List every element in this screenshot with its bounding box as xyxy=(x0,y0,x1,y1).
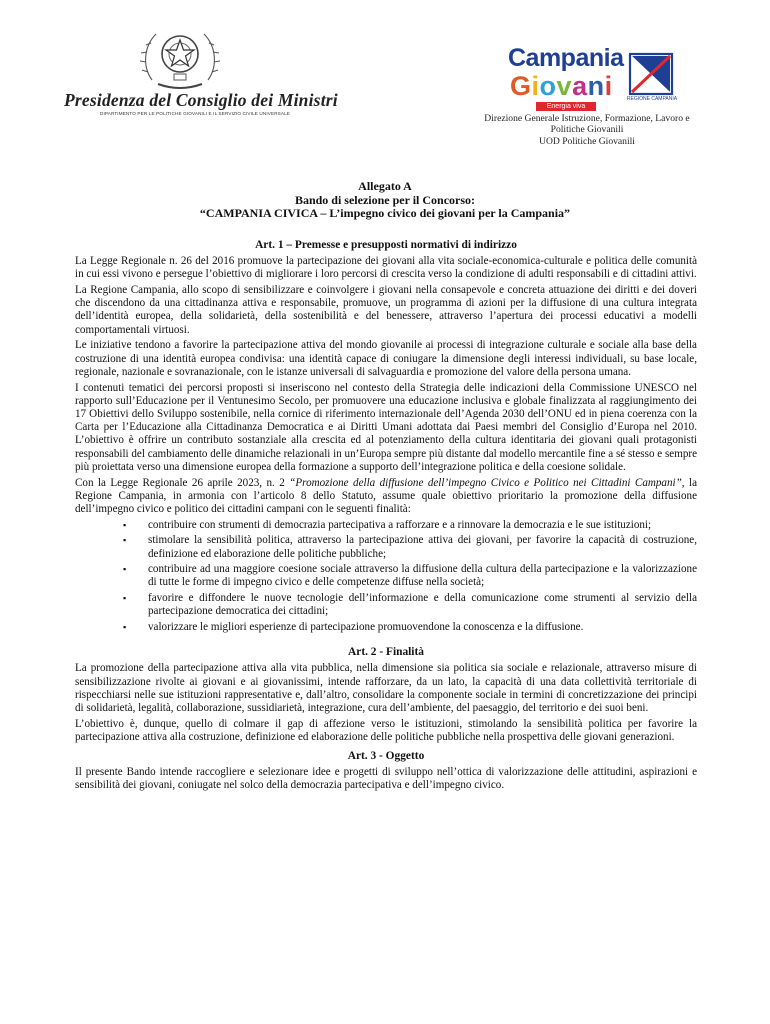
italian-republic-emblem-icon xyxy=(138,18,222,98)
document-body xyxy=(75,234,697,795)
bullet-icon: ▪ xyxy=(123,519,127,530)
list-item: ▪ valorizzare le migliori esperienze di partecipazione promuovendone la conoscenza e la diffusione. xyxy=(123,620,584,633)
title-line-allegato: Allegato A xyxy=(358,179,412,193)
campania-giovani-logo xyxy=(508,44,624,110)
art1-paragraph-1: La Legge Regionale n. 26 del 2016 promuove la partecipazione dei giovani alla vita sociale-economica-culturale e politica delle comunità in cui essi vivono e persegue l’obiettivo di migliorare i loro percorsi di crescita verso la condizione di adulti responsabili e di cittadini attivi. xyxy=(75,255,697,281)
art1-paragraph-2: La Regione Campania, allo scopo di sensibilizzare e coinvolgere i giovani nella consapevole e concreta attuazione dei diritti e dei doveri che discendono da una cittadinanza attiva e responsabile, promuove, un programma di azioni per la diffusione di una cultura integrata dell’identità europea, della solidarietà, della sostenibilità e del benessere, attraverso l’apertura dei processi educativi a modelli comportamentali virtuosi. xyxy=(75,284,697,336)
presidency-title: Presidenza del Consiglio dei Ministri xyxy=(64,90,338,110)
bullet-icon: ▪ xyxy=(123,593,127,604)
art3-heading: Art. 3 - Oggetto xyxy=(347,750,425,763)
art1-paragraph-4: I contenuti tematici dei percorsi proposti si inseriscono nel contesto della Strategia delle indicazioni della Commissione UNESCO nel rapporto sull’Educazione per il Ventunesimo Secolo, per promuovere una educazione inclusiva e globale finalizzata al raggiungimento dei 17 Obiettivi dello Sviluppo sostenibile, nella cornice di riferimento internazionale dell’Agenda 2030 dell’ONU ed in piena coerenza con la Carta per l’Educazione alla Cittadinanza Democratica e ai Diritti Umani adottata dai Paesi membri del Consiglio d’Europa nel 2010. L’obiettivo è offrire un contributo sostanziale alla crescita ed al potenziamento della cultura identitaria dei giovani quali protagonisti responsabili del cambiamento delle dinamiche relazionali in un’Europa sempre più distante dal modello mercantile fine a sé stesso e sempre più proiettata verso una dimensione europea della formazione a supporto dell’integrazione politica e della coesione solidale. xyxy=(75,381,697,473)
list-item: ▪ contribuire con strumenti di democrazia partecipativa a rafforzare e a rinnovare la democrazia e le sue istituzioni; xyxy=(123,518,652,531)
direzione-line: Politiche Giovanili xyxy=(550,124,624,136)
title-line-bando: Bando di selezione per il Concorso: xyxy=(294,192,476,207)
list-item: ▪ contribuire ad una maggiore coesione sociale attraverso la diffusione della cultura della partecipazione e la valorizzazione di tutte le forme di impegno civico e delle competenze diffuse nella società; xyxy=(123,563,697,589)
logo-tagline: Energia viva xyxy=(536,102,596,111)
list-item: ▪ stimolare la sensibilità politica, attraverso la partecipazione attiva dei giovani, per favorire la capacità di costruzione, definizione ed elaborazione delle politiche pubbliche; xyxy=(123,534,697,560)
direzione-line: UOD Politiche Giovanili xyxy=(539,135,635,147)
direzione-line: Direzione Generale Istruzione, Formazione, Lavoro e xyxy=(484,113,690,124)
bullet-icon: ▪ xyxy=(123,535,127,546)
finalita-list xyxy=(75,519,697,634)
logo-giovani-text: Giovani xyxy=(510,71,613,101)
art3-paragraph-1: Il presente Bando intende raccogliere e selezionare idee e progetti di sviluppo nell’ottica di valorizzazione delle attitudini, aspirazioni e sensibilità dei giovani, coniugate nel solco della democrazia partecipativa e dell’impegno civico. xyxy=(75,766,697,792)
art2-paragraph-2: L’obiettivo è, dunque, quello di colmare il gap di affezione verso le istituzioni, stimolando la sensibilità politica per favorire la partecipazione attiva alla costruzione, definizione ed elaborazione delle politiche pubbliche nella prospettiva delle giovani generazioni. xyxy=(75,717,697,744)
bullet-icon: ▪ xyxy=(123,564,127,575)
list-item: ▪ favorire e diffondere le nuove tecnologie dell’informazione e della comunicazione come strumenti al servizio della partecipazione democratica dei cittadini; xyxy=(123,592,697,618)
bullet-icon: ▪ xyxy=(123,621,127,632)
region-label: REGIONE CAMPANIA xyxy=(626,96,678,102)
law-title: “Promozione della diffusione dell’impegno Civico e Politico nei Cittadini Campani” xyxy=(289,476,682,489)
logo-campania-text: Campania xyxy=(508,44,624,72)
title-line-concorso: “CAMPANIA CIVICA – L’impegno civico dei giovani per la Campania” xyxy=(199,206,571,221)
art1-paragraph-5: Con la Legge Regionale 26 aprile 2023, n. 2 “Promozione della diffusione dell’impegno Civico e Politico nei Cittadini Campani”, la Regione Campania, in armonia con l’articolo 8 dello Statuto, assume quale obiettivo prioritario la promozione della diffusione dell’impegno civico e politico dei cittadini campani con le seguenti finalità: xyxy=(75,476,697,516)
art1-paragraph-3: Le iniziative tendono a favorire la partecipazione attiva del mondo giovanile ai processi di integrazione culturale e sociale alla base della costruzione di una identità europea condivisa: una identità capace di coniugare la dimensione degli interessi individuali, su base locale, regionale, nazionale e sovranazionale, con le istanze universali di salvaguardia e promozione del valore della persona umana. xyxy=(75,339,697,378)
presidency-department: DIPARTIMENTO PER LE POLITICHE GIOVANILI E IL SERVIZIO CIVILE UNIVERSALE xyxy=(99,111,291,116)
document-title xyxy=(60,180,710,221)
direzione-block xyxy=(472,113,702,147)
art2-paragraph-1: La promozione della partecipazione attiva alla vita pubblica, nella dimensione sia politica sia sociale e relazionale, attraverso misure di sensibilizzazione rivolte ai giovani e ai giovanissimi, intende rafforzare, da un lato, la capacità di una data collettività territoriale di rispecchiarsi nelle sue istituzioni rappresentative e, dall’altro, consolidare la componente sociale in termini di concretizzazione dei principi di solidarietà, legalità, collaborazione, sussidiarietà, integrazione, cura dell’ambiente, del paesaggio, del territorio e dei suoi beni. xyxy=(75,662,697,715)
art1-heading: Art. 1 – Premesse e presupposti normativi di indirizzo xyxy=(255,239,517,251)
art2-heading: Art. 2 - Finalità xyxy=(348,646,424,659)
